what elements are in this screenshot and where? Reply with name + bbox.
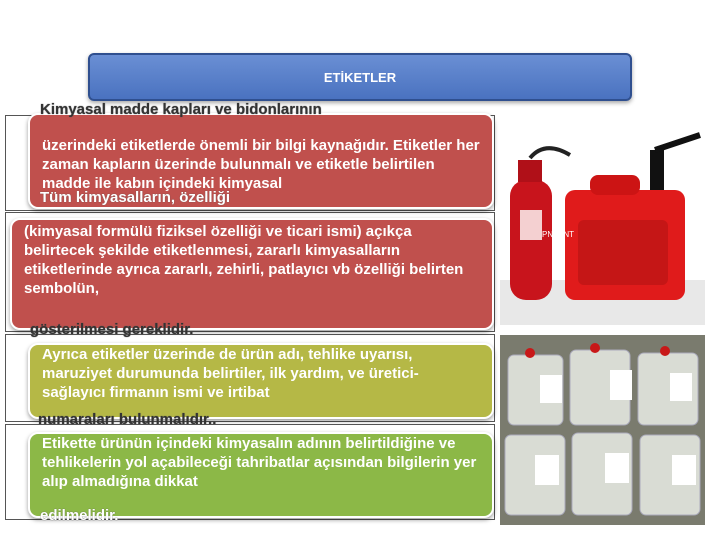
page-title: ETİKETLER [88, 53, 632, 101]
text-box-4-body: Etikette ürünün içindeki kimyasalın adının belirtildiğine ve tehlikelerin yol açabileceği tahribatlar açısından bilgilerin yer alıp almadığına dikkat [42, 435, 477, 490]
text-box-3-bottom-overflow: numaraları bulunmalıdır.. [38, 411, 217, 428]
chemical-jerrycans-photo [500, 335, 705, 525]
text-box-1-top-overflow: Kimyasal madde kapları ve bidonlarının [40, 101, 322, 118]
text-box-2-body: (kimyasal formülü fiziksel özelliği ve ticari ismi) açıkça belirtecek şekilde etiketlenmesi, zararlı kimyasalların etiketlerinde ayrıca zararlı, zehirli, patlayıcı vb özelliği belirten sembolün, [24, 223, 464, 297]
jerrycans-illustration [500, 335, 705, 525]
text-box-3-body: Ayrıca etiketler üzerinde de ürün adı, tehlike uyarısı, maruziyet durumunda belirtiler, ilk yardım, ve üretici-sağlayıcı firmanın ismi ve irtibat [42, 346, 419, 401]
fuel-canister-photo [500, 130, 705, 325]
text-box-2-top-overflow: Tüm kimyasalların, özelliği [40, 189, 231, 206]
text-box-4-bottom-overflow: edilmelidir. [40, 507, 119, 524]
text-box-3 [28, 343, 494, 419]
text-box-2-bottom-overflow: gösterilmesi gereklidir. [30, 321, 194, 338]
text-box-1-body: üzerindeki etiketlerde önemli bir bilgi kaynağıdır. Etiketler her zaman kapların üzerinde bulunmalı ve etiketle belirtilen madde ile kabın içindeki kimyasal [42, 137, 480, 192]
fuel-canister-illustration [500, 130, 705, 325]
text-box-2 [10, 218, 494, 330]
photo-caption: PNTPNT [542, 230, 574, 239]
